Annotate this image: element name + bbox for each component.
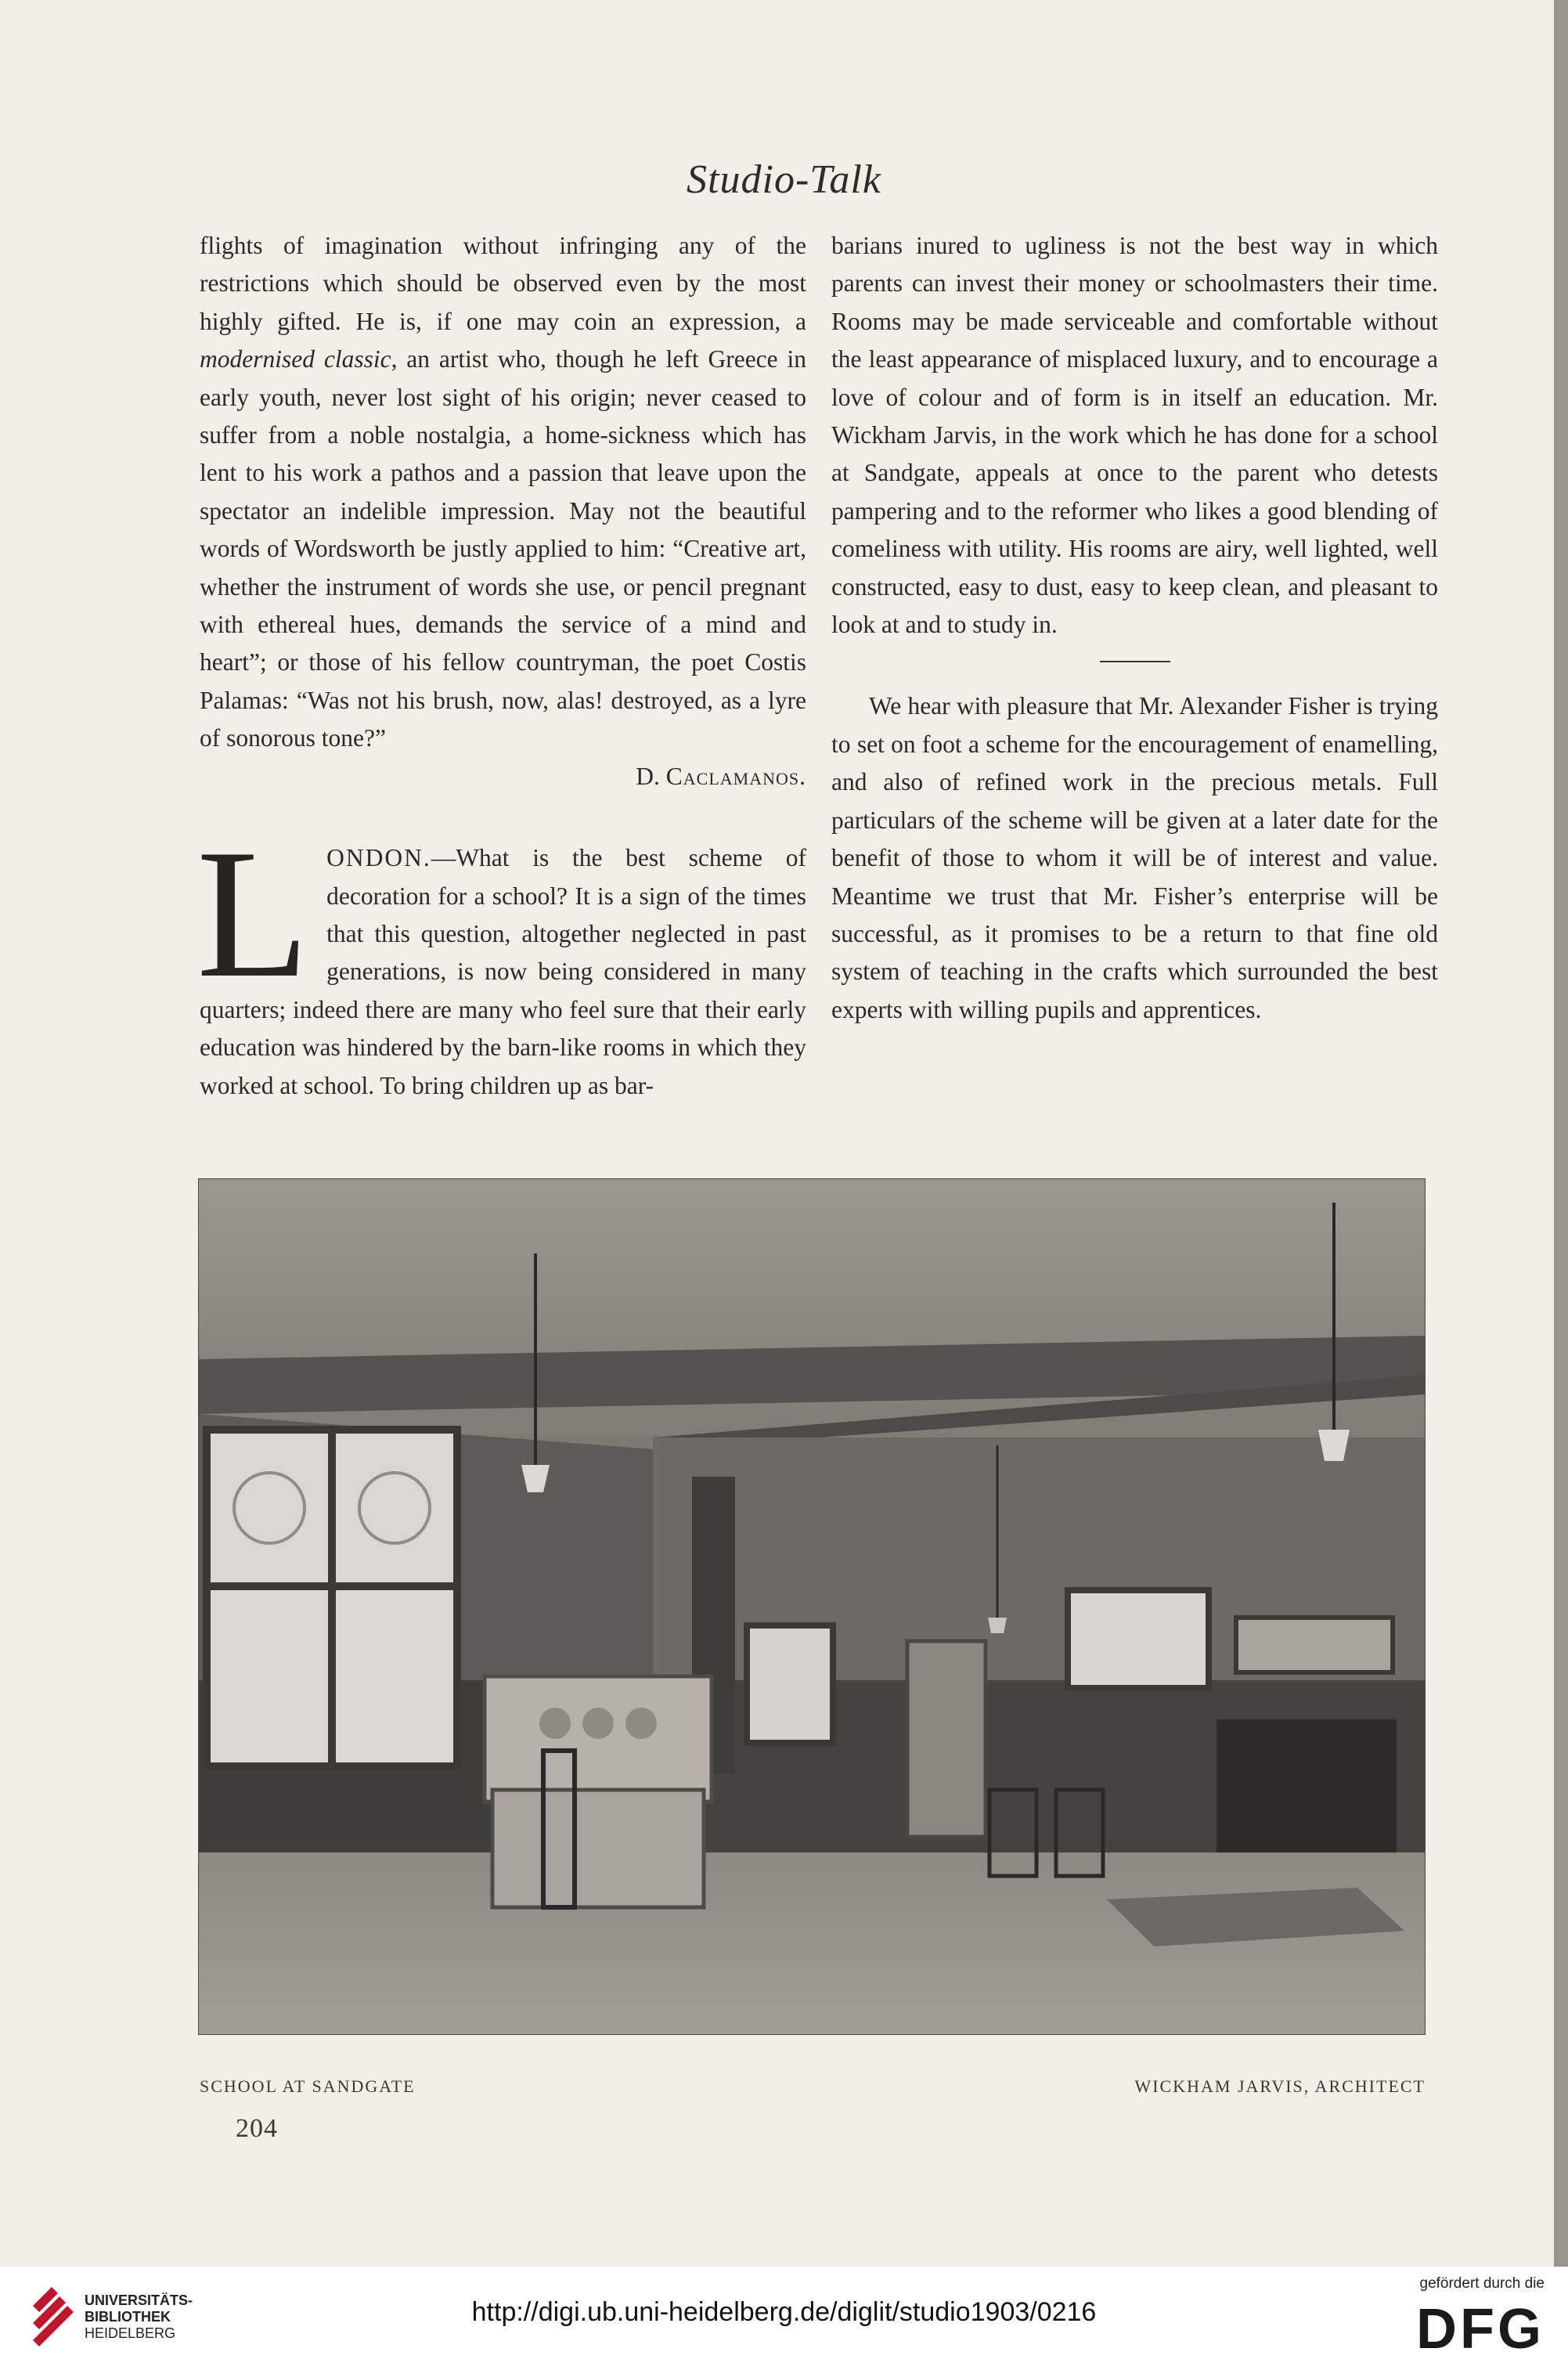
funded-by-label: gefördert durch die bbox=[1419, 2275, 1545, 2292]
photograph-illustration bbox=[199, 1179, 1425, 2034]
dfg-logo[interactable]: DFG bbox=[1416, 2298, 1545, 2361]
right-paragraph-2: We hear with pleasure that Mr. Alexander Fisher is trying to set on foot a scheme for the encouragement of enamelling, and also of refined work in the precious metals. Full particulars of the scheme will be given at a later date for the benefit of those to whom it will be of interest and value. Meantime we trust that Mr. Fisher’s enterprise will be successful, as it promises to be a return to that fine old system of teaching in the crafts which surrounded the best experts with willing pupils and apprentices. bbox=[831, 692, 1438, 1023]
right-paragraph-1: barians inured to ugliness is not the best way in which parents can invest their money or schoolmasters their time. Rooms may be made serviceable and comfortable without the least appearance of misplaced luxury, and to encourage a love of colour and of form is in itself an education. Mr. Wickham Jarvis, in the work which he has done for a school at Sandgate, appeals at once to the parent who detests pampering and to the reformer who likes a good blending of comeliness with utility. His rooms are airy, well lighted, well constructed, easy to dust, easy to keep clean, and pleasant to look at and to study in. bbox=[831, 232, 1438, 639]
running-head: Studio-Talk bbox=[687, 157, 881, 202]
left-column bbox=[196, 227, 806, 1105]
page-edge-shadow bbox=[1554, 0, 1568, 2267]
right-column bbox=[831, 227, 1438, 1029]
figure-caption-right: WICKHAM JARVIS, ARCHITECT bbox=[1134, 2076, 1426, 2096]
left-paragraph-2: LONDON.—What is the best scheme of decoration for a school? It is a sign of the times that this question, altogether neglected in past generations, is now being considered in many quarters; indeed there are many who feel sure that their early education was hindered by the barn-like rooms in which they worked at school. To bring children up as bar- bbox=[196, 812, 806, 1099]
left-paragraph-1: flights of imagination without infringing any of the restrictions which should be observed even by the most highly gifted. He is, if one may coin an expression, a modernised classic, an artist who, though he left Greece in early youth, never lost sight of his origin; never ceased to suffer from a noble nostalgia, a home-sickness which has lent to his work a pathos and a passion that leave upon the spectator an indelible impression. May not the beautiful words of Wordsworth be justly applied to him: “Creative art, whether the instrument of words she use, or pencil pregnant with ethereal hues, demands the service of a mind and heart”; or those of his fellow countryman, the poet Costis Palamas: “Was not his brush, now, alas! destroyed, as a lyre of sonorous tone?” bbox=[200, 232, 806, 752]
figure-caption-left: SCHOOL AT SANDGATE bbox=[200, 2076, 416, 2096]
university-library-name: UNIVERSITÄTS- BIBLIOTHEK HEIDELBERG bbox=[85, 2292, 193, 2341]
emphasis-modernised-classic: modernised classic bbox=[200, 345, 391, 373]
drop-cap-letter: L bbox=[196, 812, 310, 1017]
author-signature: D. Caclamanos. bbox=[636, 762, 806, 790]
page-number: 204 bbox=[236, 2114, 278, 2143]
school-interior-photograph bbox=[198, 1178, 1426, 2035]
source-url-link[interactable]: http://digi.ub.uni-heidelberg.de/diglit/studio1903/0216 bbox=[471, 2297, 1097, 2327]
section-divider-rule bbox=[1100, 661, 1170, 662]
lead-word: ONDON. bbox=[326, 844, 431, 872]
